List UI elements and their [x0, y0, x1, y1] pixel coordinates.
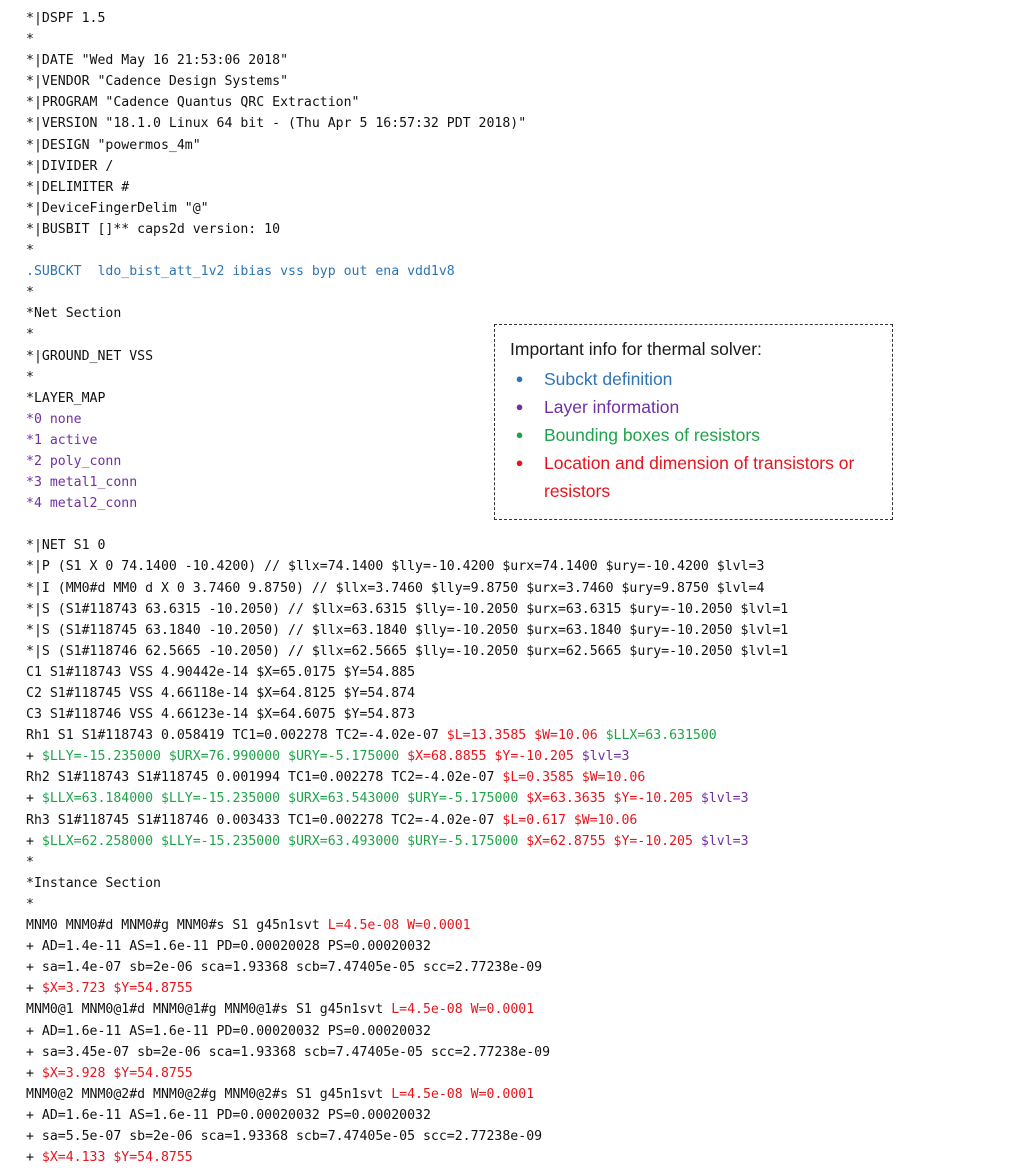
code-line — [26, 620, 1006, 641]
code-segment: Rh2 S1#118743 S1#118745 0.001994 TC1=0.002278 TC2=-4.02e-07 — [26, 770, 503, 786]
code-line — [26, 788, 1006, 809]
code-segment: *|I (MM0#d MM0 d X 0 3.7460 9.8750) // $llx=3.7460 $lly=9.8750 $urx=3.7460 $ury=9.8750 $lvl=4 — [26, 580, 765, 596]
code-segment: C1 S1#118743 VSS 4.90442e-14 $X=65.0175 $Y=54.885 — [26, 664, 416, 680]
code-line — [26, 810, 1006, 831]
code-segment: + — [26, 1065, 42, 1081]
info-item — [495, 421, 892, 449]
info-item — [495, 449, 892, 505]
bullet-icon: ● — [515, 371, 524, 386]
code-segment: $LLX=63.184000 $LLY=-15.235000 $URX=63.543000 $URY=-5.175000 — [41, 791, 527, 807]
code-segment: *2 poly_conn — [26, 453, 122, 469]
code-line — [26, 704, 1006, 725]
code-segment: * — [26, 243, 34, 259]
code-line — [26, 156, 1006, 177]
info-item-text: Location and dimension of transistors or resistors — [544, 453, 855, 501]
code-segment: *|VENDOR "Cadence Design Systems" — [26, 74, 289, 90]
code-line — [26, 978, 1006, 999]
code-segment: $L=0.3585 $W=10.06 — [502, 770, 646, 786]
code-line — [26, 113, 1006, 134]
code-segment: *|DIVIDER / — [26, 158, 114, 174]
code-line — [26, 894, 1006, 915]
code-line — [26, 219, 1006, 240]
code-segment: *|DSPF 1.5 — [26, 11, 106, 26]
code-segment: + — [26, 749, 42, 765]
code-segment: $lvl=3 — [700, 833, 749, 849]
code-segment: $lvl=3 — [581, 749, 630, 765]
code-line — [26, 1147, 1006, 1168]
code-segment: *|S (S1#118743 63.6315 -10.2050) // $llx=63.6315 $lly=-10.2050 $urx=63.6315 $ury=-10.2050 $lvl=1 — [26, 601, 789, 617]
code-segment: *|DELIMITER # — [26, 179, 130, 195]
code-line — [26, 915, 1006, 936]
info-item — [495, 393, 892, 421]
code-segment: *|NET S1 0 — [26, 538, 106, 554]
code-segment: *|DATE "Wed May 16 21:53:06 2018" — [26, 53, 289, 69]
code-segment: MNM0@2 MNM0@2#d MNM0@2#g MNM0@2#s S1 g45n1svt — [26, 1086, 392, 1102]
code-line — [26, 683, 1006, 704]
code-line — [26, 303, 1006, 324]
code-segment: * — [26, 854, 34, 870]
code-line — [26, 852, 1006, 873]
code-line — [26, 282, 1006, 303]
code-line — [26, 641, 1006, 662]
code-segment: * — [26, 285, 34, 301]
code-line — [26, 662, 1006, 683]
code-segment: $LLX=63.631500 — [605, 728, 717, 744]
netlist-code — [26, 8, 1006, 1168]
code-segment: + — [26, 833, 42, 849]
code-line — [26, 50, 1006, 71]
info-item-text: Subckt definition — [544, 369, 673, 389]
code-segment: *1 active — [26, 432, 98, 448]
code-segment: *|GROUND_NET VSS — [26, 348, 154, 364]
code-line — [26, 1063, 1006, 1084]
code-segment: *|VERSION "18.1.0 Linux 64 bit - (Thu Apr 5 16:57:32 PDT 2018)" — [26, 116, 527, 132]
code-line — [26, 92, 1006, 113]
info-box-title: Important info for thermal solver: — [510, 339, 762, 359]
code-segment: Rh3 S1#118745 S1#118746 0.003433 TC1=0.002278 TC2=-4.02e-07 — [26, 812, 503, 828]
code-segment: C3 S1#118746 VSS 4.66123e-14 $X=64.6075 $Y=54.873 — [26, 707, 416, 723]
code-line — [26, 535, 1006, 556]
code-line — [26, 177, 1006, 198]
code-segment: *|DeviceFingerDelim "@" — [26, 200, 209, 216]
code-segment: *|P (S1 X 0 74.1400 -10.4200) // $llx=74.1400 $lly=-10.4200 $urx=74.1400 $ury=-10.4200 $lvl=3 — [26, 559, 765, 575]
code-segment: $L=0.617 $W=10.06 — [502, 812, 638, 828]
code-line — [26, 599, 1006, 620]
code-segment: *|PROGRAM "Cadence Quantus QRC Extraction" — [26, 95, 360, 111]
code-segment: $X=63.3635 $Y=-10.205 — [526, 791, 701, 807]
code-segment: *|S (S1#118746 62.5665 -10.2050) // $llx=62.5665 $lly=-10.2050 $urx=62.5665 $ury=-10.2050 $lvl=1 — [26, 643, 789, 659]
code-segment: * — [26, 32, 34, 48]
code-segment: L=4.5e-08 W=0.0001 — [391, 1002, 535, 1018]
code-segment: *Instance Section — [26, 875, 161, 891]
code-line — [26, 1042, 1006, 1063]
code-segment: C2 S1#118745 VSS 4.66118e-14 $X=64.8125 $Y=54.874 — [26, 686, 416, 701]
code-segment: *Net Section — [26, 306, 122, 322]
code-line — [26, 767, 1006, 788]
thermal-solver-info-box — [494, 324, 893, 520]
code-segment: L=4.5e-08 W=0.0001 — [391, 1086, 535, 1102]
info-item — [495, 365, 892, 393]
code-segment: L=4.5e-08 W=0.0001 — [327, 918, 471, 934]
code-segment: + — [26, 1150, 42, 1166]
code-segment: $L=13.3585 $W=10.06 — [446, 728, 606, 744]
code-segment: + — [26, 981, 42, 997]
code-segment: *|DESIGN "powermos_4m" — [26, 137, 201, 153]
bullet-icon: ● — [515, 399, 524, 414]
code-line — [26, 957, 1006, 978]
code-segment: + — [26, 791, 42, 807]
code-segment: $LLX=62.258000 $LLY=-15.235000 $URX=63.493000 $URY=-5.175000 — [41, 833, 527, 849]
code-segment: $X=68.8855 $Y=-10.205 — [407, 749, 582, 765]
info-item-text: Layer information — [544, 397, 680, 417]
code-segment: MNM0@1 MNM0@1#d MNM0@1#g MNM0@1#s S1 g45n1svt — [26, 1002, 392, 1018]
code-segment: * — [26, 327, 34, 343]
code-segment: * — [26, 369, 34, 385]
code-line — [26, 8, 1006, 29]
info-list — [495, 365, 892, 505]
code-line — [26, 873, 1006, 894]
bullet-icon: ● — [515, 427, 524, 442]
code-segment: MNM0 MNM0#d MNM0#g MNM0#s S1 g45n1svt — [26, 918, 328, 934]
code-line — [26, 1021, 1006, 1042]
code-line — [26, 1105, 1006, 1126]
code-segment: Rh1 S1 S1#118743 0.058419 TC1=0.002278 TC2=-4.02e-07 — [26, 728, 447, 744]
code-segment: *0 none — [26, 411, 82, 427]
bullet-icon: ● — [515, 455, 524, 470]
code-segment: $X=4.133 $Y=54.8755 — [41, 1150, 193, 1166]
code-segment: *LAYER_MAP — [26, 390, 106, 406]
code-segment: * — [26, 896, 34, 912]
code-segment: .SUBCKT ldo_bist_att_1v2 ibias vss byp out ena vdd1v8 — [26, 264, 455, 280]
code-line — [26, 936, 1006, 957]
code-segment: *|S (S1#118745 63.1840 -10.2050) // $llx=63.1840 $lly=-10.2050 $urx=63.1840 $ury=-10.2050 $lvl=1 — [26, 622, 789, 638]
code-line — [26, 71, 1006, 92]
code-segment: $lvl=3 — [700, 791, 749, 807]
code-line — [26, 556, 1006, 577]
code-line — [26, 261, 1006, 282]
code-segment: $X=3.928 $Y=54.8755 — [41, 1065, 193, 1081]
code-line — [26, 725, 1006, 746]
code-line — [26, 746, 1006, 767]
code-segment: *4 metal2_conn — [26, 496, 138, 512]
code-segment: + sa=3.45e-07 sb=2e-06 sca=1.93368 scb=7.47405e-05 scc=2.77238e-09 — [26, 1044, 551, 1060]
code-line — [26, 999, 1006, 1020]
code-line — [26, 831, 1006, 852]
code-line — [26, 135, 1006, 156]
code-segment: *3 metal1_conn — [26, 475, 138, 491]
code-line — [26, 1126, 1006, 1147]
code-line — [26, 198, 1006, 219]
code-line — [26, 578, 1006, 599]
code-segment: + AD=1.4e-11 AS=1.6e-11 PD=0.00020028 PS=0.00020032 — [26, 939, 431, 955]
code-segment: + AD=1.6e-11 AS=1.6e-11 PD=0.00020032 PS=0.00020032 — [26, 1107, 431, 1123]
code-line — [26, 1084, 1006, 1105]
code-segment: $X=3.723 $Y=54.8755 — [41, 981, 193, 997]
code-segment: + sa=1.4e-07 sb=2e-06 sca=1.93368 scb=7.47405e-05 scc=2.77238e-09 — [26, 960, 543, 976]
code-segment: $LLY=-15.235000 $URX=76.990000 $URY=-5.175000 — [41, 749, 408, 765]
code-line — [26, 240, 1006, 261]
code-segment: $X=62.8755 $Y=-10.205 — [526, 833, 701, 849]
code-segment: *|BUSBIT []** caps2d version: 10 — [26, 221, 281, 237]
code-segment: + AD=1.6e-11 AS=1.6e-11 PD=0.00020032 PS=0.00020032 — [26, 1023, 431, 1039]
info-item-text: Bounding boxes of resistors — [544, 425, 760, 445]
code-line — [26, 29, 1006, 50]
code-segment: + sa=5.5e-07 sb=2e-06 sca=1.93368 scb=7.47405e-05 scc=2.77238e-09 — [26, 1128, 543, 1144]
